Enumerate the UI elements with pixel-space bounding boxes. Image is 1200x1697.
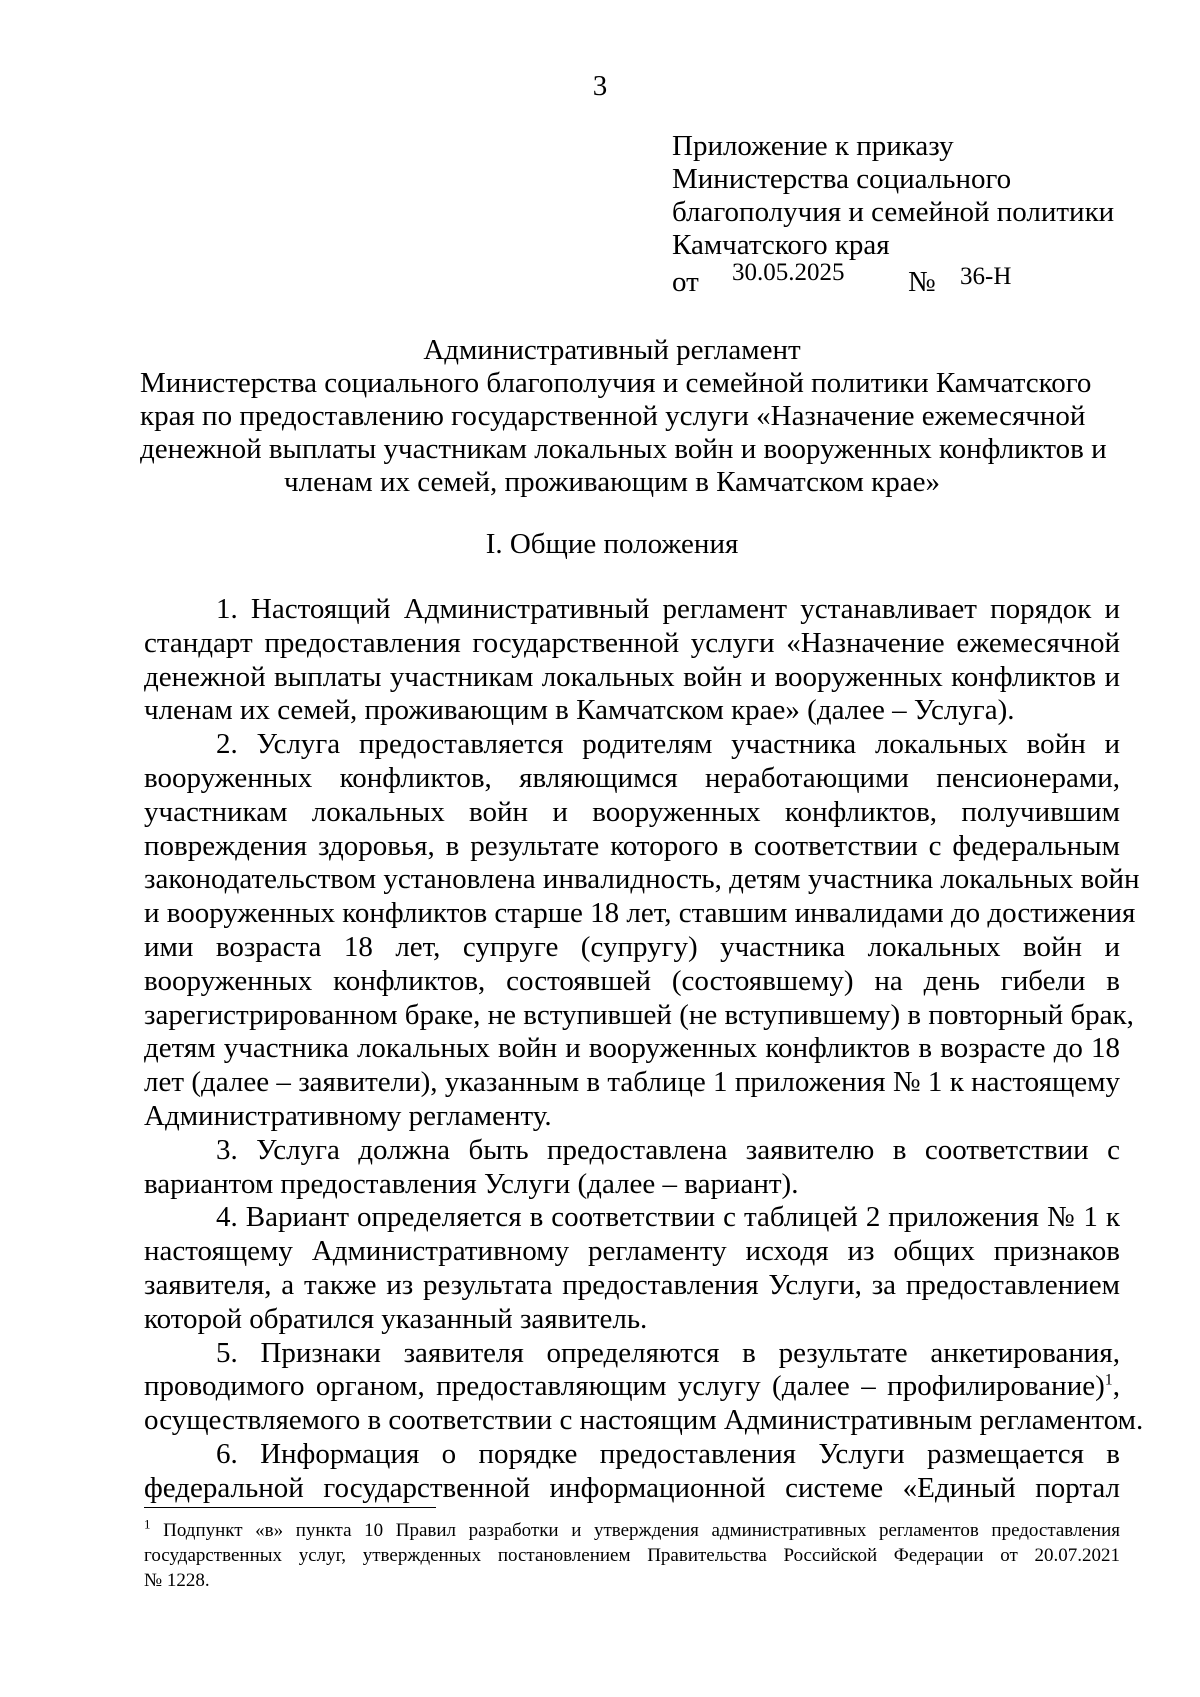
page-number: 3 bbox=[592, 70, 608, 102]
paragraph-4 bbox=[144, 1201, 1120, 1336]
text-line: федеральной государственной информационной системе «Единый портал bbox=[144, 1471, 1120, 1504]
title-line: денежной выплаты участникам локальных войн и вооруженных конфликтов и bbox=[140, 433, 1107, 465]
text-line: вооруженных конфликтов, состоявшей (состоявшему) на день гибели в bbox=[144, 964, 1120, 997]
text-punctuation: , bbox=[1112, 1370, 1120, 1403]
paragraph-1 bbox=[144, 593, 1120, 728]
text-line: и вооруженных конфликтов старше 18 лет, ставшим инвалидами до достижения bbox=[144, 897, 1136, 930]
text-line: 3. Услуга должна быть предоставлена заявителю в соответствии с bbox=[216, 1133, 1120, 1166]
footnote-line bbox=[144, 1518, 1120, 1543]
text-line: которой обратился указанный заявитель. bbox=[144, 1302, 648, 1335]
appendix-date-row bbox=[672, 259, 1172, 298]
footnote-reference[interactable]: 1 bbox=[1104, 1371, 1113, 1389]
text-line-with-footnote bbox=[144, 1370, 1120, 1404]
number-label: № bbox=[908, 266, 936, 298]
footnote-text: Подпункт «в» пункта 10 Правил разработки и утверждения административных регламентов предоставления bbox=[163, 1520, 1121, 1541]
appendix-line: Приложение к приказу bbox=[672, 130, 954, 162]
title-line: Административный регламент bbox=[423, 334, 801, 366]
footnote-line: государственных услуг, утвержденных постановлением Правительства Российской Федерации от 20.07.2021 bbox=[144, 1545, 1120, 1566]
title-line: края по предоставлению государственной услуги «Назначение ежемесячной bbox=[140, 400, 1086, 432]
text-line: повреждения здоровья, в результате которого в соответствии с федеральным bbox=[144, 829, 1120, 862]
paragraph-2 bbox=[144, 728, 1140, 1134]
text-line: денежной выплаты участникам локальных войн и вооруженных конфликтов и bbox=[144, 660, 1120, 693]
text-line: вооруженных конфликтов, являющимся неработающими пенсионерами, bbox=[144, 761, 1120, 794]
appendix-line: Камчатского края bbox=[672, 229, 890, 261]
text-line: членам их семей, проживающим в Камчатском крае» (далее – Услуга). bbox=[144, 694, 1015, 727]
paragraph-5 bbox=[144, 1336, 1144, 1438]
text-line: 6. Информация о порядке предоставления Услуги размещается в bbox=[216, 1437, 1120, 1470]
text-line: заявителя, а также из результата предоставления Услуги, за предоставлением bbox=[144, 1268, 1120, 1301]
text-line: 1. Настоящий Административный регламент устанавливает порядок и bbox=[216, 593, 1120, 625]
text-line-content: проводимого органом, предоставляющим услугу (далее – профилирование) bbox=[144, 1370, 1105, 1403]
appendix-block bbox=[672, 130, 1172, 298]
footnote-line: № 1228. bbox=[144, 1570, 210, 1591]
appendix-line: Министерства социального bbox=[672, 163, 1012, 195]
text-line: 4. Вариант определяется в соответствии с таблицей 2 приложения № 1 к bbox=[216, 1201, 1120, 1234]
text-line: законодательством установлена инвалидность, детям участника локальных войн bbox=[144, 863, 1140, 896]
order-date: 30.05.2025 bbox=[732, 259, 845, 286]
text-line: Административному регламенту. bbox=[144, 1099, 552, 1132]
document-title bbox=[140, 334, 1107, 499]
paragraph-6 bbox=[144, 1438, 1120, 1506]
text-line: 5. Признаки заявителя определяются в результате анкетирования, bbox=[216, 1336, 1120, 1369]
text-line: стандарт предоставления государственной услуги «Назначение ежемесячной bbox=[144, 626, 1120, 659]
text-line: вариантом предоставления Услуги (далее – вариант). bbox=[144, 1167, 799, 1200]
date-label: от bbox=[672, 266, 699, 298]
order-number: 36-Н bbox=[960, 263, 1012, 290]
text-line: лет (далее – заявители), указанным в таблице 1 приложения № 1 к настоящему bbox=[144, 1066, 1120, 1099]
text-line: участникам локальных войн и вооруженных конфликтов, получившим bbox=[144, 795, 1120, 828]
text-line: осуществляемого в соответствии с настоящим Административным регламентом. bbox=[144, 1404, 1144, 1437]
footnote bbox=[144, 1518, 1120, 1593]
title-line: членам их семей, проживающим в Камчатском крае» bbox=[284, 466, 940, 498]
text-line: детям участника локальных войн и вооруженных конфликтов в возрасте до 18 bbox=[144, 1032, 1120, 1065]
paragraph-3 bbox=[144, 1134, 1120, 1202]
body-text bbox=[144, 593, 1144, 1506]
title-line: Министерства социального благополучия и семейной политики Камчатского bbox=[140, 367, 1092, 399]
section-heading: I. Общие положения bbox=[485, 528, 739, 560]
text-line: настоящему Административному регламенту исходя из общих признаков bbox=[144, 1235, 1120, 1268]
footnote-marker: 1 bbox=[144, 1516, 151, 1532]
text-line: 2. Услуга предоставляется родителям участника локальных войн и bbox=[216, 728, 1120, 761]
footnote-divider bbox=[144, 1507, 436, 1508]
text-line: ими возраста 18 лет, супруге (супругу) участника локальных войн и bbox=[144, 930, 1120, 963]
appendix-line: благополучия и семейной политики bbox=[672, 196, 1115, 228]
text-line: зарегистрированном браке, не вступившей (не вступившему) в повторный брак, bbox=[144, 998, 1134, 1031]
